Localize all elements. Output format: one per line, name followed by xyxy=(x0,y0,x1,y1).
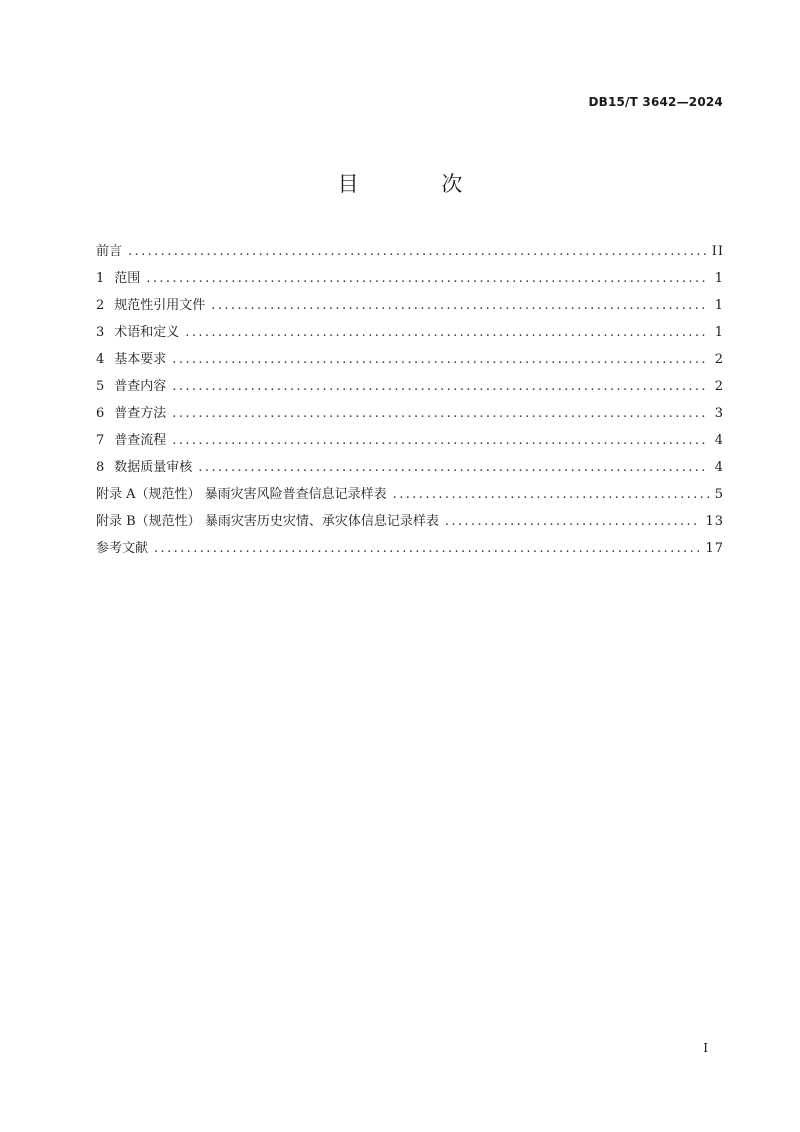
toc-entry-text: 术语和定义 xyxy=(114,325,180,340)
toc-entry-appendix-a[interactable] xyxy=(96,483,724,510)
toc-leader-dots xyxy=(128,244,706,259)
toc-entry-text: 前言 xyxy=(96,244,123,259)
toc-entry-text: 范围 xyxy=(114,271,141,286)
toc-entry-text: 基本要求 xyxy=(114,352,167,367)
toc-entry-number: 8 xyxy=(96,460,105,475)
toc-entry-basic-requirements[interactable] xyxy=(96,348,724,375)
toc-entry-number: 1 xyxy=(96,271,105,286)
toc-leader-dots xyxy=(393,487,709,502)
table-of-contents xyxy=(96,240,724,564)
toc-entry-number: 6 xyxy=(96,406,105,421)
toc-entry-terms-definitions[interactable] xyxy=(96,321,724,348)
toc-entry-page: 1 xyxy=(714,325,724,340)
toc-entry-normative-references[interactable] xyxy=(96,294,724,321)
toc-leader-dots xyxy=(198,460,708,475)
toc-entry-page: 1 xyxy=(714,298,724,313)
toc-entry-page: 4 xyxy=(714,460,724,475)
toc-leader-dots xyxy=(172,352,708,367)
toc-entry-page: 3 xyxy=(714,406,724,421)
toc-entry-page: 2 xyxy=(714,379,724,394)
toc-entry-text: 规范性引用文件 xyxy=(114,298,206,313)
toc-entry-text: 数据质量审核 xyxy=(114,460,193,475)
toc-entry-survey-methods[interactable] xyxy=(96,402,724,429)
toc-entry-page: 4 xyxy=(714,433,724,448)
toc-entry-page: 17 xyxy=(705,541,724,556)
page-number: I xyxy=(703,1041,708,1055)
toc-entry-preface[interactable] xyxy=(96,240,724,267)
toc-entry-text: 普查流程 xyxy=(114,433,167,448)
toc-entry-data-quality-review[interactable] xyxy=(96,456,724,483)
toc-leader-dots xyxy=(185,325,708,340)
toc-entry-number: 3 xyxy=(96,325,105,340)
toc-entry-page: 13 xyxy=(705,514,724,529)
toc-entry-page: II xyxy=(711,244,724,259)
toc-entry-page: 5 xyxy=(714,487,724,502)
toc-leader-dots xyxy=(154,541,699,556)
toc-entry-survey-process[interactable] xyxy=(96,429,724,456)
toc-entry-text: 普查方法 xyxy=(114,406,167,421)
toc-entry-number: 2 xyxy=(96,298,105,313)
toc-leader-dots xyxy=(445,514,700,529)
toc-leader-dots xyxy=(211,298,708,313)
toc-entry-text: 普查内容 xyxy=(114,379,167,394)
toc-entry-appendix-b[interactable] xyxy=(96,510,724,537)
toc-entry-scope[interactable] xyxy=(96,267,724,294)
document-code: DB15/T 3642—2024 xyxy=(588,95,723,109)
toc-entry-text: 附录 B（规范性） 暴雨灾害历史灾情、承灾体信息记录样表 xyxy=(96,514,439,529)
toc-entry-bibliography[interactable] xyxy=(96,537,724,564)
toc-leader-dots xyxy=(172,406,708,421)
toc-leader-dots xyxy=(172,433,708,448)
toc-entry-number: 4 xyxy=(96,352,105,367)
toc-entry-text: 参考文献 xyxy=(96,541,149,556)
toc-entry-page: 1 xyxy=(714,271,724,286)
toc-entry-number: 5 xyxy=(96,379,105,394)
toc-title: 目 次 xyxy=(337,172,501,196)
toc-entry-text: 附录 A（规范性） 暴雨灾害风险普查信息记录样表 xyxy=(96,487,387,502)
toc-entry-page: 2 xyxy=(714,352,724,367)
toc-entry-number: 7 xyxy=(96,433,105,448)
toc-leader-dots xyxy=(172,379,708,394)
toc-leader-dots xyxy=(146,271,708,286)
toc-entry-survey-content[interactable] xyxy=(96,375,724,402)
